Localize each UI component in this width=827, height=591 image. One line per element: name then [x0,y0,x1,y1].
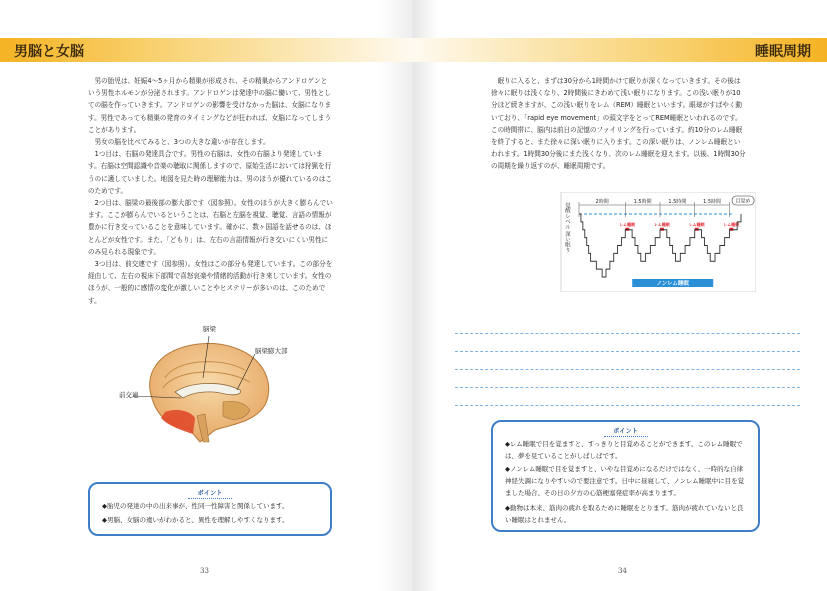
note-line [455,333,800,334]
ylabel-deep-sleep: 深い眠り [564,231,570,253]
left-point-box [88,482,332,536]
rem-label: レム睡眠 [688,221,705,227]
point-box-title: ポイント [197,490,223,497]
label-splenium: 脳梁膨大部 [255,347,288,355]
right-header-band [413,38,827,62]
rem-segment [695,228,699,231]
left-page [0,0,413,591]
point-box-title: ポイント [613,428,638,435]
left-paragraph: 1つ目は、右脳の発達具合です。男性の右脳は、女性の右脳より発達しています。右脳は空間認識や音楽の聴取に関係しますので、原始生活においては狩猟を行うのに適していました。地図を見た時の理解能力は、男のほうが優れているのはこのためです。 [88,150,332,195]
interval-label: 1.5時間 [668,199,687,205]
sleep-cycle-svg [551,192,756,292]
wake-label: 目覚め [735,198,751,205]
point-item: ◆ノンレム睡眠で目を覚ますと、いやな目覚めになるだけではなく、一時的な自律神経失調になりやすいので要注意です。日中に昼寝して、ノンレム睡眠中に目を覚ました場合、その日の夕方の心筋梗塞発症率が高まります。 [505,465,745,497]
rem-label: レム睡眠 [723,221,740,227]
point-box-divider [188,498,232,499]
note-line [455,405,800,406]
rem-label: レム睡眠 [619,221,636,227]
left-header-band [0,38,413,62]
right-paragraph: 眠りに入ると、まずは30分から1時間かけて眠りが深くなっていきます。その後は徐々に眠りは浅くなり、2時間後にきわめて浅い眠りになります。この浅い眠りが10分ほど続きますが、この浅い眠りをレム（REM）睡眠といいます。眼球がすばやく動いており、「rapid eye movement」の頭文字をとってREM睡眠といわれるのです。この時間帯に、脳内は前日の記憶のファイリングを行っています。約10分のレム睡眠を終了すると、また徐々に深い眠りに入ります。この深い眠りは、ノンレム睡眠といわれます。1時間30分後にまた浅くなり、次のレム睡眠を迎えます。以後、1時間30分の周期を繰り返すのが、睡眠周期です。 [491,77,746,171]
note-line [455,387,800,388]
ylabel-wake: 覚醒レベル [564,202,570,230]
left-page-title: 男脳と女脳 [14,44,84,60]
right-page [413,0,827,591]
interval-label: 1.5時間 [703,199,722,205]
point-item: ◆胎児の発達の中の出来事が、性同一性障害と関係しています。 [102,502,289,510]
brain-figure [105,325,305,445]
point-box-divider [604,436,648,437]
interval-label: 2時間 [595,199,609,205]
right-point-box [491,420,760,532]
right-page-number: 34 [618,567,627,575]
nonrem-label: ノンレム睡眠 [656,281,689,287]
left-paragraph: 男女の脳を比べてみると、3つの大きな違いが存在します。 [94,138,270,147]
right-body-text [491,75,746,173]
label-anterior-commissure: 前交連 [119,391,139,399]
rem-segment [625,228,629,231]
chart-frame [561,192,756,292]
point-item: ◆動物は本来、筋肉の疲れを取るために睡眠をとります。筋肉が疲れていないと良い睡眠はとれません。 [505,504,744,524]
sleep-cycle-chart [551,192,756,292]
label-corpus-callosum: 脳梁 [203,325,216,333]
point-item: ◆男脳、女脳の違いがわかると、異性を理解しやすくなります。 [102,516,289,524]
point-item: ◆レム睡眠で目を覚ますと、すっきりと目覚めることができます。このレム睡眠では、夢を見ていることがしばしばです。 [505,440,743,460]
rem-segment [729,228,733,231]
rem-segment [660,228,664,231]
rem-label: レム睡眠 [654,221,670,227]
note-line [455,369,800,370]
left-paragraph: 3つ目は、前交連です（図参照）。女性はこの部分も発達しています。この部分を経由して、左右の視床下部間で喜怒哀楽や情緒的活動が行き来しています。女性のほうが、一般的に感情の変化が激しいことやヒステリーが多いのは、このためです。 [88,260,333,305]
left-paragraph: 男の胎児は、妊娠4～5ヶ月から精巣が形成され、その精巣からアンドロゲンという男性ホルモンが分泌されます。アンドロゲンは発達中の脳に働いて、男性としての脳を作っていきます。アンドロゲンの影響を受けなかった脳は、女脳になります。男性であっても精巣の発育のタイミングなどが狂われば、女脳になってしまうことがあります。 [88,77,332,134]
left-page-number: 33 [200,567,209,575]
left-body-text [88,75,333,307]
interval-label: 1.5時間 [633,199,652,205]
right-page-title: 睡眠周期 [755,44,811,60]
left-paragraph: 2つ目は、脳梁の最後部の膨大部です（図参照）。女性のほうが大きく膨らんでいます。ここが膨らんでいるということは、右脳と左脳を視覚、聴覚、言語の情報が豊かに行き交っていることを意味しています。確かに、数ヶ国語を話せるのは、ほとんどが女性です。また、「どもり」は、左右の言語情報が行き交いにくい男性にのみ見られる現象です。 [88,199,333,256]
note-line [455,351,800,352]
